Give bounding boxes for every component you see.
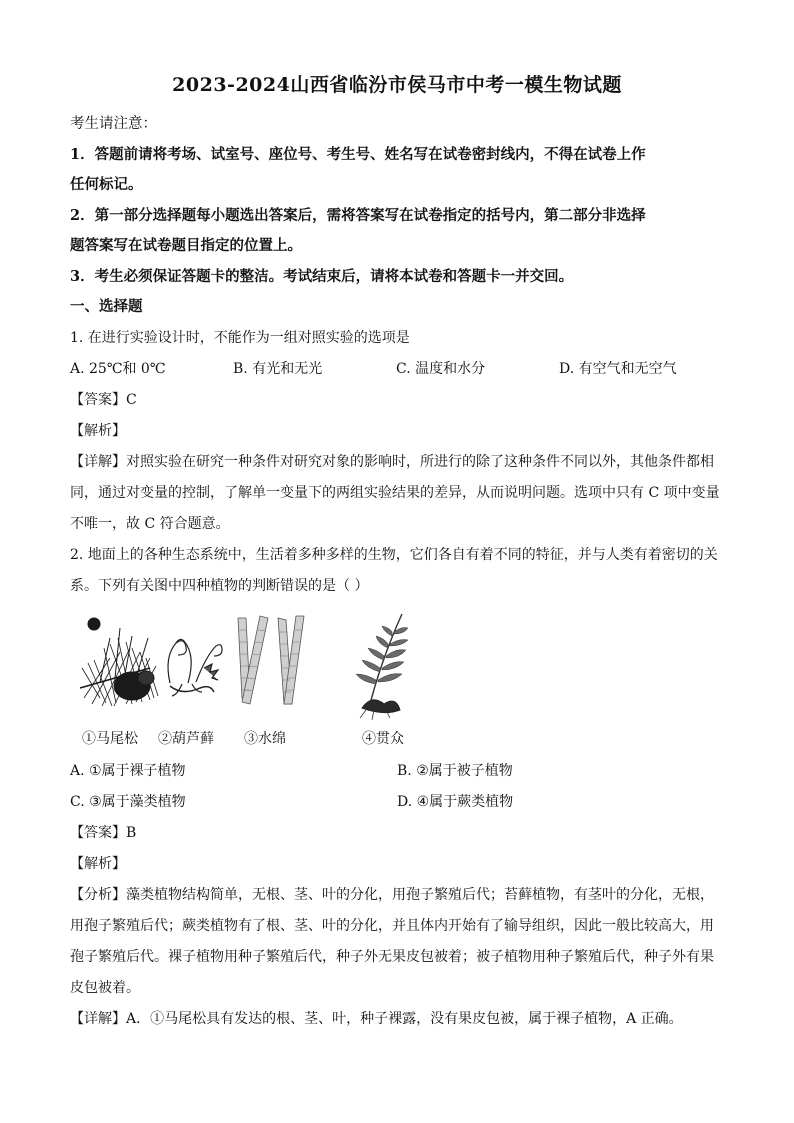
q2-analysis-label: 【解析】 <box>70 855 126 872</box>
q2-fenxi-line-2: 用孢子繁殖后代；蕨类植物有了根、茎、叶的分化，并且体内开始有了输导组织，因此一般比较高大，用 <box>70 917 714 934</box>
q2-stem-line-1: 2. 地面上的各种生态系统中，生活着多种多样的生物，它们各自有着不同的特征，并与人类有着密切的关 <box>70 546 718 563</box>
q2-answer: 【答案】B <box>70 824 137 841</box>
page-title: 2023-2024山西省临汾市侯马市中考一模生物试题 <box>172 74 622 96</box>
figure-captions <box>70 724 724 756</box>
q1-detail-line-1: 【详解】对照实验在研究一种条件对研究对象的影响时，所进行的除了这种条件不同以外，其他条件都相 <box>70 453 714 470</box>
q1-analysis-label: 【解析】 <box>70 422 126 439</box>
q2-fenxi-line-1: 【分析】藻类植物结构简单，无根、茎、叶的分化，用孢子繁殖后代；苔藓植物，有茎叶的分化，无根， <box>70 886 714 903</box>
plant-illustrations <box>70 608 450 724</box>
q2-detail: 【详解】A．①马尾松具有发达的根、茎、叶，种子裸露，没有果皮包被，属于裸子植物，A 正确。 <box>70 1010 683 1027</box>
q1-stem: 1. 在进行实验设计时，不能作为一组对照实验的选项是 <box>70 329 410 346</box>
notice-line-1: 1．答题前请将考场、试室号、座位号、考生号、姓名写在试卷密封线内，不得在试卷上作 <box>70 145 646 163</box>
notice-line-5: 3．考生必须保证答题卡的整洁。考试结束后，请将本试卷和答题卡一并交回。 <box>70 267 574 285</box>
caption-fern: ④贯众 <box>362 730 404 747</box>
notice-line-4: 题答案写在试卷题目指定的位置上。 <box>70 237 302 254</box>
section-heading: 一、选择题 <box>70 298 143 315</box>
q2-option-c: C. ③属于藻类植物 <box>70 793 186 810</box>
plant-figure <box>70 608 724 724</box>
q2-fenxi-line-4: 皮包被着。 <box>70 979 140 996</box>
q2-options-row-2 <box>70 787 724 818</box>
q1-option-d: D. 有空气和无空气 <box>559 360 677 377</box>
q2-options-row-1 <box>70 756 724 787</box>
spirogyra-image <box>238 616 304 704</box>
fern-image <box>356 614 408 720</box>
notice-line-3: 2．第一部分选择题每小题选出答案后，需将答案写在试卷指定的括号内，第二部分非选择 <box>70 206 646 224</box>
q1-option-c: C. 温度和水分 <box>396 360 486 377</box>
q2-fenxi-line-3: 孢子繁殖后代。裸子植物用种子繁殖后代，种子外无果皮包被着；被子植物用种子繁殖后代，种子外有果 <box>70 948 714 965</box>
q2-option-a: A. ①属于裸子植物 <box>70 762 186 779</box>
caption-moss: ②葫芦藓 <box>158 730 214 747</box>
q1-answer: 【答案】C <box>70 391 137 408</box>
notice-line-2: 任何标记。 <box>70 176 143 193</box>
q1-options <box>70 354 724 385</box>
notice-heading: 考生请注意： <box>70 116 157 132</box>
pine-branch-image <box>80 618 158 706</box>
q1-detail-line-3: 不唯一，故 C 符合题意。 <box>70 515 230 532</box>
q1-option-b: B. 有光和无光 <box>233 360 323 377</box>
q1-detail-line-2: 同，通过对变量的控制，了解单一变量下的两组实验结果的差异，从而说明问题。选项中只有 C 项中变量 <box>70 484 720 501</box>
caption-spirogyra: ③水绵 <box>244 730 286 747</box>
q1-option-a: A. 25℃和 0℃ <box>70 360 166 377</box>
caption-pine: ①马尾松 <box>82 730 138 747</box>
q2-option-b: B. ②属于被子植物 <box>397 762 513 779</box>
q2-option-d: D. ④属于蕨类植物 <box>397 793 514 810</box>
q2-stem-line-2: 系。下列有关图中四种植物的判断错误的是（ ） <box>70 577 369 594</box>
moss-image <box>168 639 222 696</box>
